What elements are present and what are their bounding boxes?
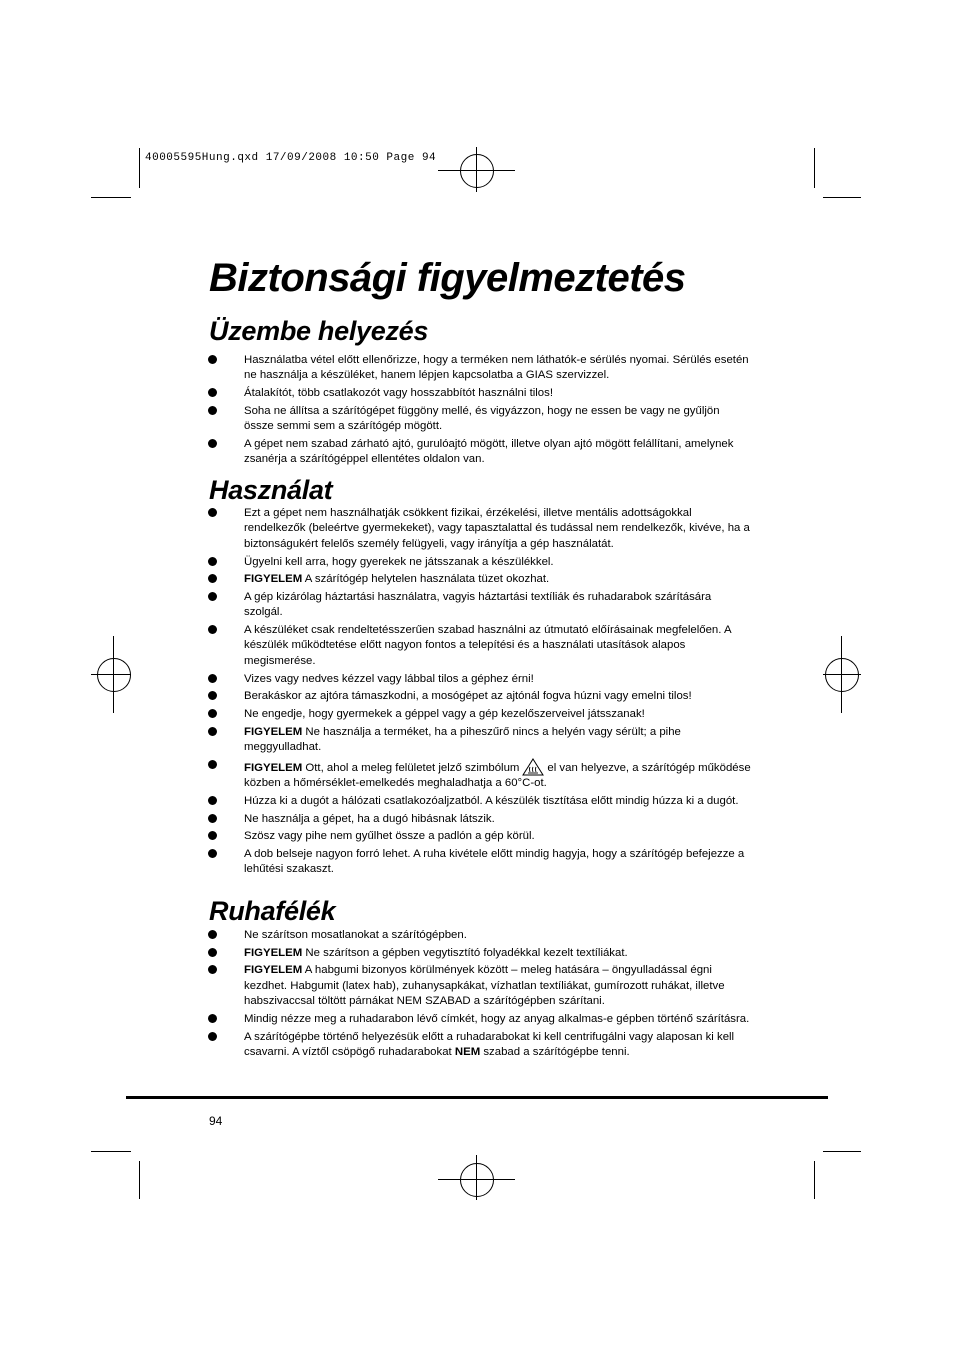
bullet-icon — [208, 930, 217, 939]
list-item: Mindig nézze meg a ruhadarabon lévő címkét, hogy az anyag alkalmas-e gépben történő szárításra. — [207, 1012, 752, 1027]
print-slug: 40005595Hung.qxd 17/09/2008 10:50 Page 94 — [145, 152, 437, 164]
bullet-icon — [208, 355, 217, 364]
list-item: A gépet nem szabad zárható ajtó, gurulóajtó mögött, illetve olyan ajtó mögött felállítani, amelynek zsanérja a szárítógéppel ellentétes oldalon van. — [207, 437, 752, 468]
list-item: Használatba vétel előtt ellenőrizze, hogy a terméken nem láthatók-e sérülés nyomai. Sérülés esetén ne használja a készüléket, hanem lépjen kapcsolatba a GIAS szervizzel. — [207, 353, 752, 384]
section-heading-usage: Használat — [209, 475, 333, 505]
section-heading-installation: Üzembe helyezés — [209, 316, 429, 346]
page-title: Biztonsági figyelmeztetés — [209, 256, 686, 300]
list-item: FIGYELEM Ne szárítson a gépben vegytisztító folyadékkal kezelt textíliákat. — [207, 946, 752, 961]
bullet-icon — [208, 406, 217, 415]
hot-surface-icon — [522, 758, 544, 776]
list-item: FIGYELEM Ott, ahol a meleg felületet jelző szimbólum el van helyezve, a szárítógép működése közben a hőmérséklet-emelkedés meghaladhatja a 60°C-ot. — [207, 758, 752, 792]
list-item: Átalakítót, több csatlakozót vagy hosszabbítót használni tilos! — [207, 386, 752, 401]
bullet-icon — [208, 814, 217, 823]
list-item: Húzza ki a dugót a hálózati csatlakozóaljzatból. A készülék tisztítása előtt mindig húzza ki a dugót. — [207, 794, 752, 809]
usage-list — [207, 506, 752, 880]
bullet-icon — [208, 831, 217, 840]
bullet-icon — [208, 1014, 217, 1023]
list-item: Berakáskor az ajtóra támaszkodni, a mosógépet az ajtónál fogva húzni vagy emelni tilos! — [207, 689, 752, 704]
bullet-icon — [208, 796, 217, 805]
installation-list — [207, 353, 752, 470]
bullet-icon — [208, 965, 217, 974]
bullet-icon — [208, 760, 217, 769]
bullet-icon — [208, 388, 217, 397]
bullet-icon — [208, 1032, 217, 1041]
list-item: A dob belseje nagyon forró lehet. A ruha kivétele előtt mindig hagyja, hogy a szárítógép befejezze a lehűtési szakaszt. — [207, 847, 752, 878]
list-item: FIGYELEM Ne használja a terméket, ha a piheszűrő nincs a helyén vagy sérült; a pihe meggyulladhat. — [207, 725, 752, 756]
list-item: Vizes vagy nedves kézzel vagy lábbal tilos a géphez érni! — [207, 672, 752, 687]
list-item: Soha ne állítsa a szárítógépet függöny mellé, és vigyázzon, hogy ne essen be vagy ne gyűljön össze semmi sem a szárítógép mögött. — [207, 404, 752, 435]
list-item: FIGYELEM A szárítógép helytelen használata tüzet okozhat. — [207, 572, 752, 587]
list-item: A szárítógépbe történő helyezésük előtt a ruhadarabokat ki kell centrifugálni vagy alaposan ki kell csavarni. A víztől csöpögő ruhadarabokat NEM szabad a szárítógépbe tenni. — [207, 1030, 752, 1061]
list-item: Ezt a gépet nem használhatják csökkent fizikai, érzékelési, illetve mentális adottságokkal rendelkezők (beleértve gyermekeket), vagy tapasztalattal és tudással nem rendelkezők, kivéve, ha a biztonságukért felelős személy felügyeli, vagy irányítja a gép használatát. — [207, 506, 752, 552]
footer-rule — [126, 1096, 828, 1099]
bullet-icon — [208, 674, 217, 683]
section-heading-garments: Ruhafélék — [209, 896, 336, 926]
list-item: A gép kizárólag háztartási használatra, vagyis háztartási textíliák és ruhadarabok szárítására szolgál. — [207, 590, 752, 621]
bullet-icon — [208, 727, 217, 736]
list-item: Ne használja a gépet, ha a dugó hibásnak látszik. — [207, 812, 752, 827]
bullet-icon — [208, 557, 217, 566]
bullet-icon — [208, 625, 217, 634]
bullet-icon — [208, 592, 217, 601]
page-number: 94 — [209, 1114, 223, 1128]
bullet-icon — [208, 709, 217, 718]
list-item: Szösz vagy pihe nem gyűlhet össze a padlón a gép körül. — [207, 829, 752, 844]
list-item: FIGYELEM A habgumi bizonyos körülmények között – meleg hatására – öngyulladással égni kezdhet. Habgumit (latex hab), zuhanysapkákat, vízhatlan textíliákat, gumírozott ruhákat, illetve habszivaccsal töltött párnákat NEM SZABAD a szárítógépben szárítani. — [207, 963, 752, 1009]
bullet-icon — [208, 691, 217, 700]
garments-list — [207, 928, 752, 1063]
bullet-icon — [208, 574, 217, 583]
list-item: A készüléket csak rendeltetésszerűen szabad használni az útmutató előírásainak megfelelően. A készülék működtetése előtt nagyon fontos a telepítési és a használati utasítások alapos megismerése. — [207, 623, 752, 669]
bullet-icon — [208, 948, 217, 957]
bullet-icon — [208, 849, 217, 858]
list-item: Ne engedje, hogy gyermekek a géppel vagy a gép kezelőszerveivel játsszanak! — [207, 707, 752, 722]
bullet-icon — [208, 508, 217, 517]
list-item: Ügyelni kell arra, hogy gyerekek ne játsszanak a készülékkel. — [207, 555, 752, 570]
bullet-icon — [208, 439, 217, 448]
list-item: Ne szárítson mosatlanokat a szárítógépben. — [207, 928, 752, 943]
